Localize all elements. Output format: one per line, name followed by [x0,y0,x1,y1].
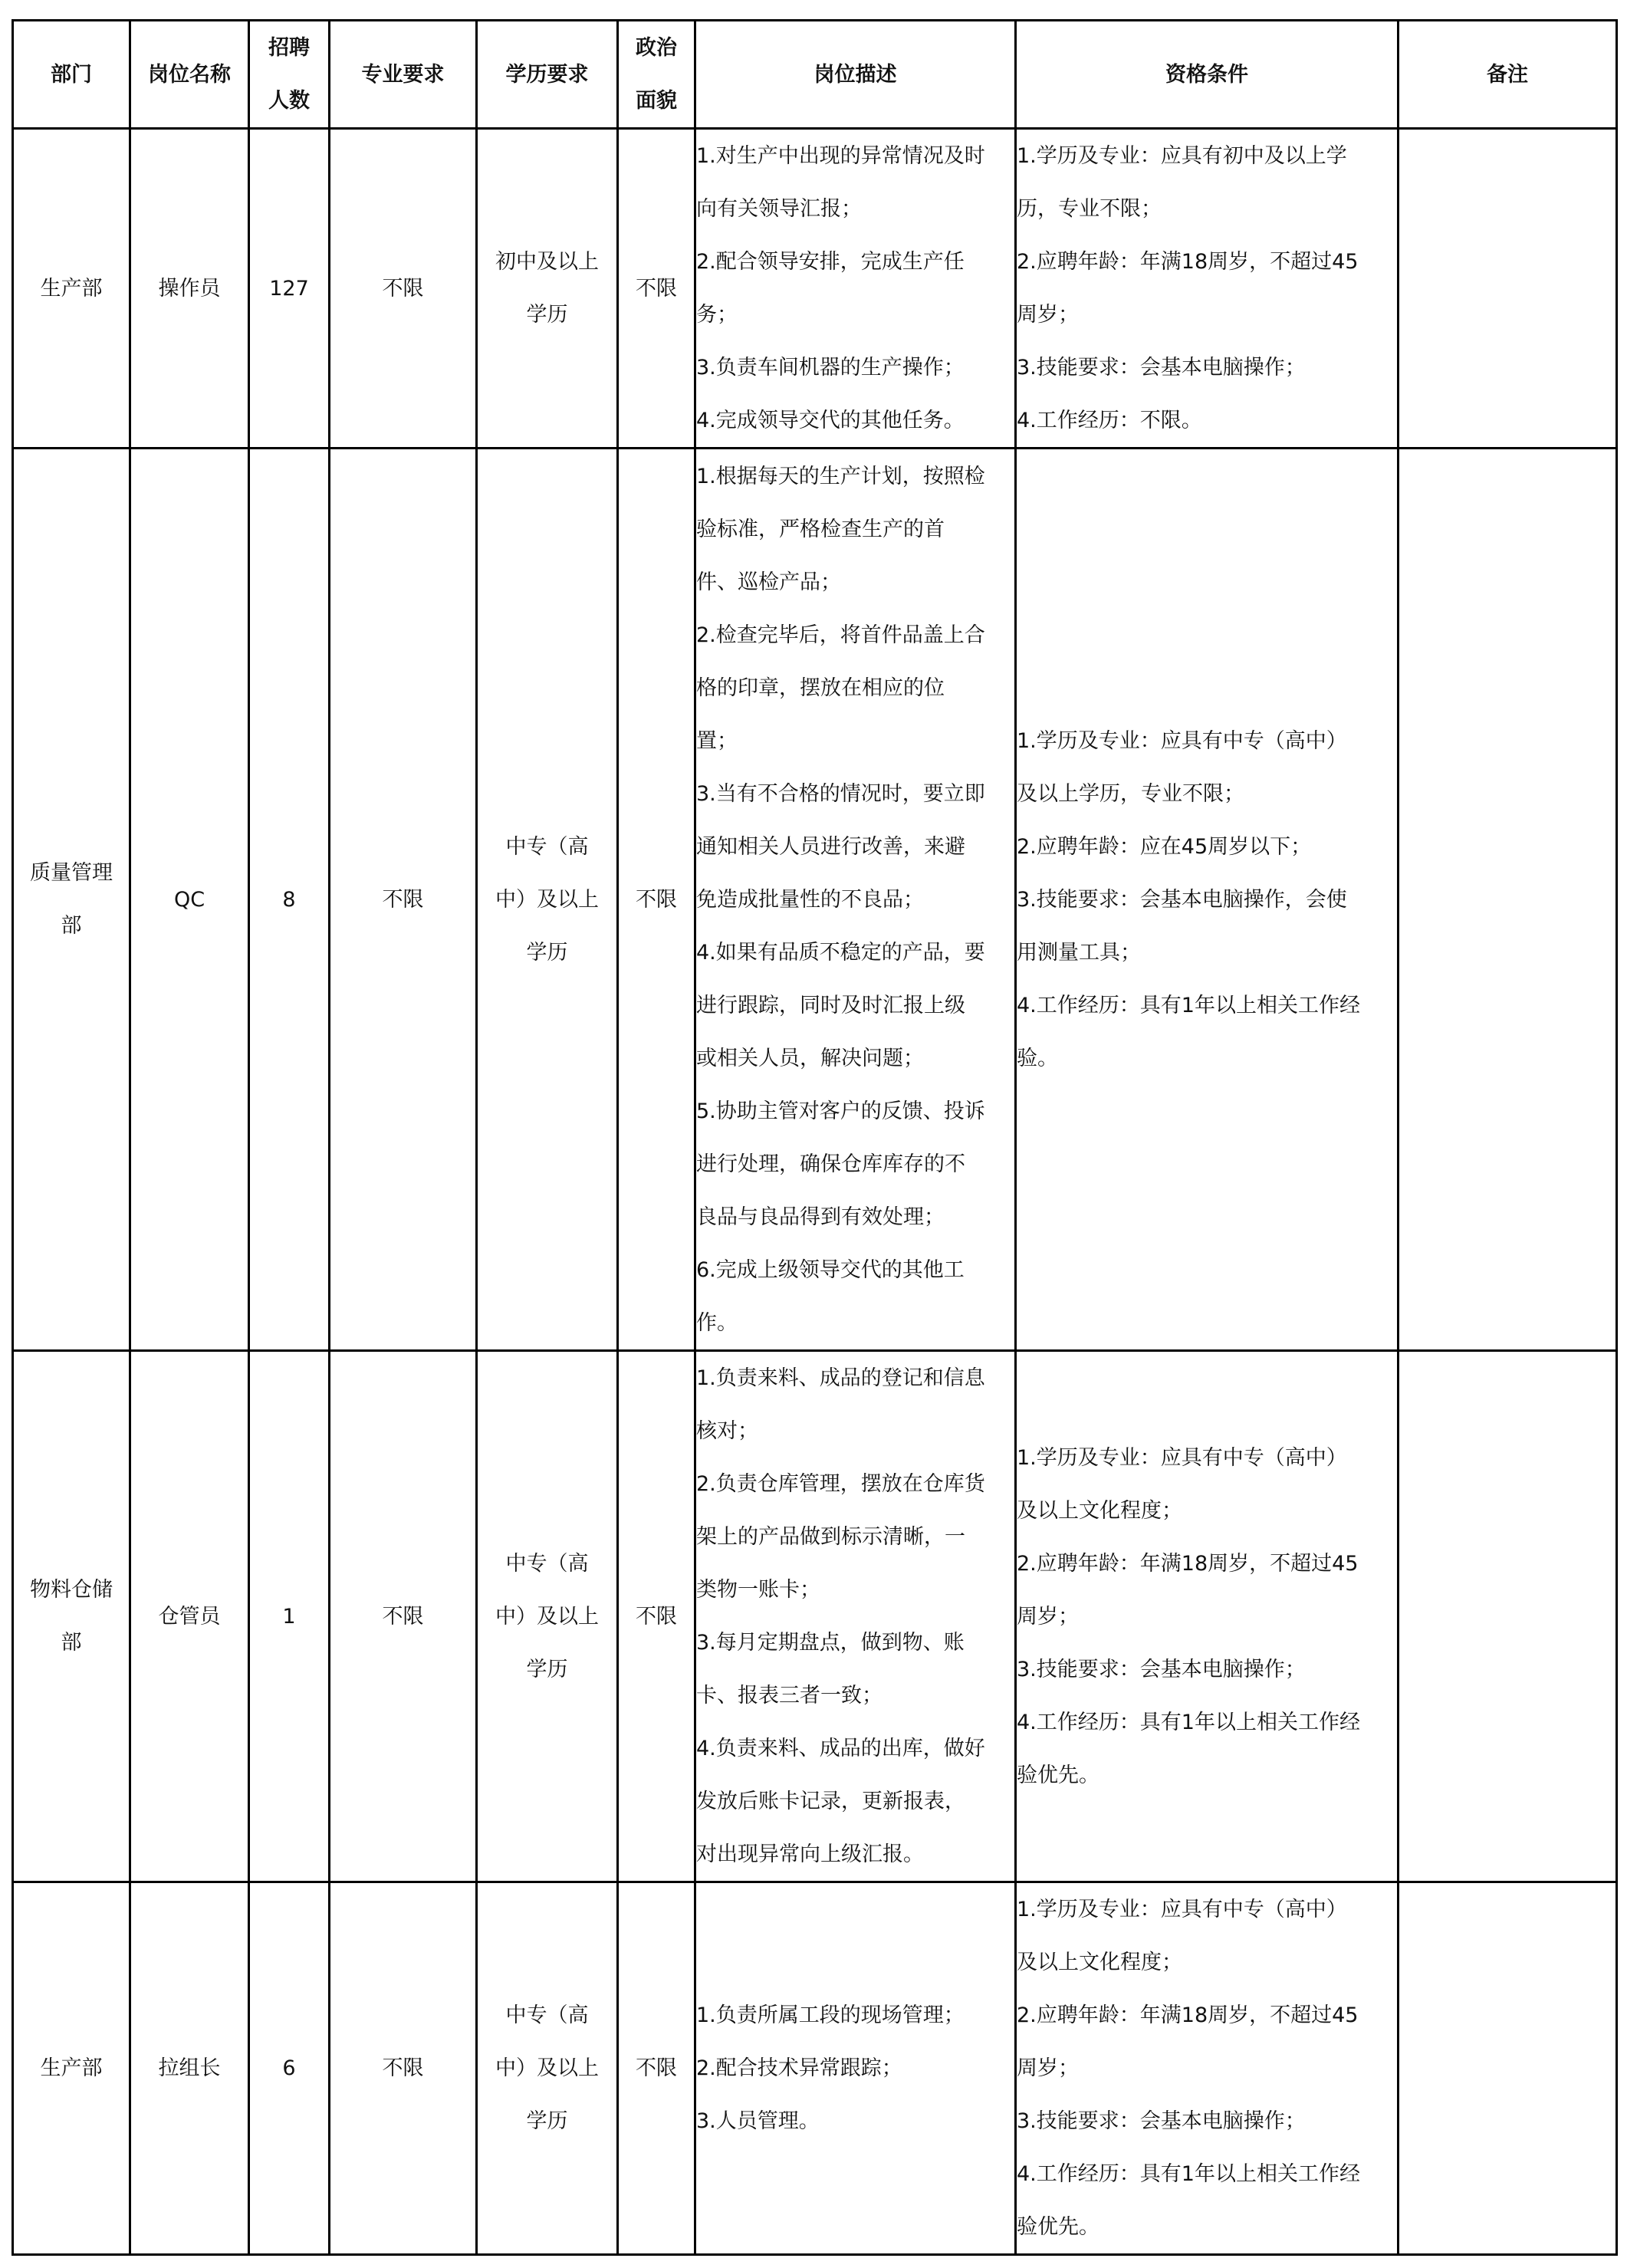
table-row [13,129,1617,449]
table-row [13,1882,1617,2255]
cell-qualification: 1.学历及专业：应具有中专（高中） 及以上学历，专业不限； 2.应聘年龄：应在45周岁以下； 3.技能要求：会基本电脑操作，会使 用测量工具； 4.工作经历：具有1年以上相关工作经 验。 [1016,449,1399,1351]
cell-major: 不限 [330,449,477,1351]
cell-position: 拉组长 [130,1882,249,2255]
cell-dept: 生产部 [13,1882,130,2255]
cell-remarks [1399,129,1617,449]
table-row [13,449,1617,1351]
header-major: 专业要求 [330,21,477,129]
cell-major: 不限 [330,1351,477,1882]
header-education: 学历要求 [477,21,618,129]
cell-description: 1.负责来料、成品的登记和信息 核对； 2.负责仓库管理，摆放在仓库货 架上的产品做到标示清晰，一 类物一账卡； 3.每月定期盘点，做到物、账 卡、报表三者一致； 4.负责来料、成品的出库，做好 发放后账卡记录，更新报表， 对出现异常向上级汇报。 [695,1351,1016,1882]
cell-count: 127 [249,129,330,449]
header-dept: 部门 [13,21,130,129]
cell-education: 中专（高 中）及以上 学历 [477,1882,618,2255]
header-row [13,21,1617,129]
cell-count: 1 [249,1351,330,1882]
header-description: 岗位描述 [695,21,1016,129]
cell-education: 初中及以上 学历 [477,129,618,449]
header-remarks: 备注 [1399,21,1617,129]
header-political: 政治 面貌 [618,21,695,129]
cell-qualification: 1.学历及专业：应具有初中及以上学 历，专业不限； 2.应聘年龄：年满18周岁，不超过45 周岁； 3.技能要求：会基本电脑操作； 4.工作经历：不限。 [1016,129,1399,449]
cell-position: 操作员 [130,129,249,449]
cell-description: 1.根据每天的生产计划，按照检 验标准，严格检查生产的首 件、巡检产品； 2.检查完毕后，将首件品盖上合 格的印章，摆放在相应的位 置； 3.当有不合格的情况时，要立即 通知相关人员进行改善，来避 免造成批量性的不良品； 4.如果有品质不稳定的产品，要 进行跟踪，同时及时汇报上级 或相关人员，解决问题； 5.协助主管对客户的反馈、投诉 进行处理，确保仓库库存的不 良品与良品得到有效处理； 6.完成上级领导交代的其他工 作。 [695,449,1016,1351]
cell-qualification: 1.学历及专业：应具有中专（高中） 及以上文化程度； 2.应聘年龄：年满18周岁，不超过45 周岁； 3.技能要求：会基本电脑操作； 4.工作经历：具有1年以上相关工作经 验优先。 [1016,1351,1399,1882]
cell-description: 1.对生产中出现的异常情况及时 向有关领导汇报； 2.配合领导安排，完成生产任 务； 3.负责车间机器的生产操作； 4.完成领导交代的其他任务。 [695,129,1016,449]
cell-description: 1.负责所属工段的现场管理； 2.配合技术异常跟踪； 3.人员管理。 [695,1882,1016,2255]
cell-political: 不限 [618,1882,695,2255]
cell-political: 不限 [618,1351,695,1882]
cell-qualification: 1.学历及专业：应具有中专（高中） 及以上文化程度； 2.应聘年龄：年满18周岁，不超过45 周岁； 3.技能要求：会基本电脑操作； 4.工作经历：具有1年以上相关工作经 验优先。 [1016,1882,1399,2255]
header-position: 岗位名称 [130,21,249,129]
cell-dept: 质量管理 部 [13,449,130,1351]
cell-major: 不限 [330,129,477,449]
cell-education: 中专（高 中）及以上 学历 [477,449,618,1351]
cell-remarks [1399,449,1617,1351]
cell-education: 中专（高 中）及以上 学历 [477,1351,618,1882]
cell-position: QC [130,449,249,1351]
cell-count: 8 [249,449,330,1351]
table-row [13,1351,1617,1882]
cell-position: 仓管员 [130,1351,249,1882]
cell-political: 不限 [618,129,695,449]
header-qualification: 资格条件 [1016,21,1399,129]
cell-count: 6 [249,1882,330,2255]
recruitment-table [12,19,1618,2256]
cell-dept: 生产部 [13,129,130,449]
cell-remarks [1399,1882,1617,2255]
cell-political: 不限 [618,449,695,1351]
cell-remarks [1399,1351,1617,1882]
header-count: 招聘 人数 [249,21,330,129]
cell-dept: 物料仓储 部 [13,1351,130,1882]
cell-major: 不限 [330,1882,477,2255]
